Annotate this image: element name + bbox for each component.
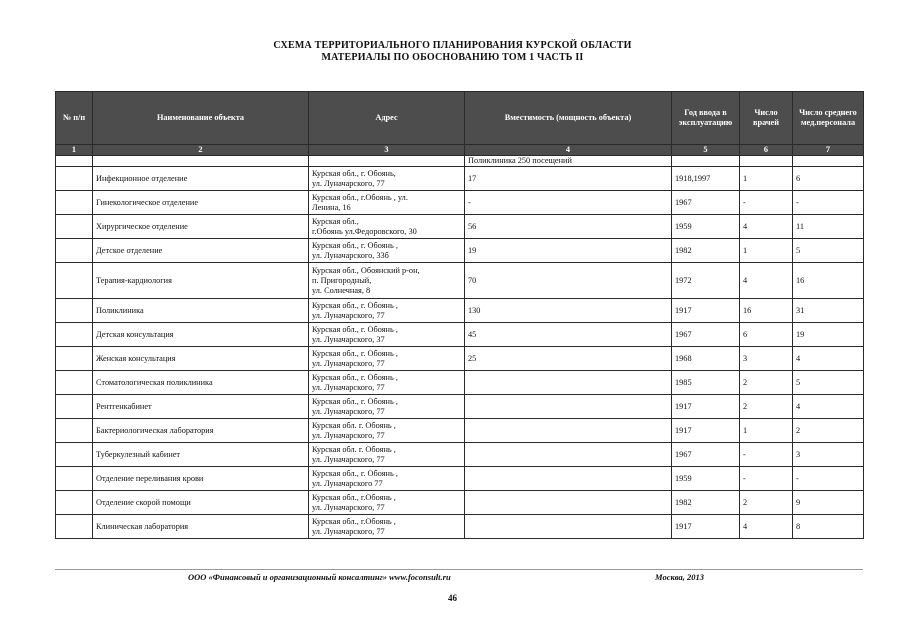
facility-name: Туберкулезный кабинет <box>93 443 309 467</box>
table-row <box>56 239 864 263</box>
facility-name: Женская консультация <box>93 347 309 371</box>
doctors-count: - <box>740 191 793 215</box>
address-line: ул. Луначарского, 77 <box>312 358 385 368</box>
facility-name: Хирургическое отделение <box>93 215 309 239</box>
row-number <box>56 263 93 299</box>
commissioning-year: 1917 <box>672 299 740 323</box>
commissioning-year: 1968 <box>672 347 740 371</box>
facility-capacity: 17 <box>465 167 672 191</box>
doctors-count: 1 <box>740 239 793 263</box>
doctors-count: 2 <box>740 371 793 395</box>
facility-capacity <box>465 467 672 491</box>
facility-capacity <box>465 515 672 539</box>
table-row <box>56 443 864 467</box>
address-line: Курская обл., г. Обоянь , <box>312 348 398 358</box>
facility-capacity <box>465 491 672 515</box>
empty-cell <box>93 156 309 167</box>
facility-capacity: 19 <box>465 239 672 263</box>
row-number <box>56 371 93 395</box>
facility-address <box>309 167 465 191</box>
column-header-address: Адрес <box>309 92 465 145</box>
facility-name: Бактериологическая лаборатория <box>93 419 309 443</box>
facility-name: Гинекологическое отделение <box>93 191 309 215</box>
doctors-count: 1 <box>740 167 793 191</box>
column-number: 6 <box>740 145 793 156</box>
table-row <box>56 191 864 215</box>
facility-address <box>309 491 465 515</box>
table-row <box>56 167 864 191</box>
healthcare-facilities-table <box>55 91 864 539</box>
address-line: Курская обл., г. Обоянь , <box>312 300 398 310</box>
doctors-count: 2 <box>740 491 793 515</box>
commissioning-year: 1985 <box>672 371 740 395</box>
facility-name: Детская консультация <box>93 323 309 347</box>
table-header-row <box>56 92 864 145</box>
staff-count: 31 <box>793 299 864 323</box>
facility-name: Терапия-кардиология <box>93 263 309 299</box>
empty-cell <box>740 156 793 167</box>
staff-count: 3 <box>793 443 864 467</box>
column-header-number: № п/п <box>56 92 93 145</box>
row-number <box>56 419 93 443</box>
address-line: ул. Луначарского, 77 <box>312 178 385 188</box>
address-line: Курская обл., г. Обоянь , <box>312 372 398 382</box>
row-number <box>56 515 93 539</box>
empty-cell <box>793 156 864 167</box>
commissioning-year: 1972 <box>672 263 740 299</box>
address-line: Курская обл., г.Обоянь , ул. <box>312 192 408 202</box>
footer-city-year: Москва, 2013 <box>655 572 705 582</box>
row-number <box>56 395 93 419</box>
commissioning-year: 1967 <box>672 323 740 347</box>
column-number: 5 <box>672 145 740 156</box>
address-line: ул. Луначарского, 37 <box>312 334 385 344</box>
commissioning-year: 1917 <box>672 395 740 419</box>
facility-address <box>309 371 465 395</box>
staff-count: 16 <box>793 263 864 299</box>
facility-address <box>309 443 465 467</box>
address-line: ул. Луначарского, 77 <box>312 406 385 416</box>
staff-count: - <box>793 191 864 215</box>
facility-address <box>309 395 465 419</box>
address-line: Курская обл. г. Обоянь , <box>312 420 396 430</box>
address-line: ул. Луначарского, 77 <box>312 526 385 536</box>
address-line: Курская обл., г. Обоянь , <box>312 240 398 250</box>
facility-name: Поликлиника <box>93 299 309 323</box>
address-line: ул. Луначарского, 33б <box>312 250 389 260</box>
subheader-capacity: Поликлиника 250 посещений <box>465 156 672 167</box>
commissioning-year: 1982 <box>672 491 740 515</box>
table-row <box>56 491 864 515</box>
table-row <box>56 323 864 347</box>
doctors-count: 16 <box>740 299 793 323</box>
doctors-count: 4 <box>740 263 793 299</box>
staff-count: 11 <box>793 215 864 239</box>
empty-cell <box>672 156 740 167</box>
address-line: ул. Луначарского, 77 <box>312 382 385 392</box>
commissioning-year: 1917 <box>672 419 740 443</box>
page-number: 46 <box>448 593 457 603</box>
column-number: 4 <box>465 145 672 156</box>
document-title-line2: МАТЕРИАЛЫ ПО ОБОСНОВАНИЮ ТОМ 1 ЧАСТЬ II <box>321 52 584 63</box>
commissioning-year: 1959 <box>672 215 740 239</box>
facility-name: Отделение переливания крови <box>93 467 309 491</box>
column-header-doctors: Число врачей <box>740 92 793 145</box>
row-number <box>56 167 93 191</box>
doctors-count: 6 <box>740 323 793 347</box>
row-number <box>56 191 93 215</box>
row-number <box>56 491 93 515</box>
staff-count: - <box>793 467 864 491</box>
staff-count: 5 <box>793 371 864 395</box>
facility-address <box>309 215 465 239</box>
staff-count: 5 <box>793 239 864 263</box>
facility-name: Стоматологическая поликлиника <box>93 371 309 395</box>
facility-address <box>309 347 465 371</box>
staff-count: 2 <box>793 419 864 443</box>
column-header-capacity: Вместимость (мощность объекта) <box>465 92 672 145</box>
address-line: Курская обл., г. Обоянь , <box>312 396 398 406</box>
address-line: г.Обоянь ул.Федоровского, 30 <box>312 226 417 236</box>
table-row <box>56 467 864 491</box>
table-row <box>56 263 864 299</box>
facility-name: Клиническая лаборатория <box>93 515 309 539</box>
facility-address <box>309 323 465 347</box>
address-line: ул. Луначарского 77 <box>312 478 383 488</box>
commissioning-year: 1967 <box>672 191 740 215</box>
row-number <box>56 443 93 467</box>
address-line: ул. Луначарского, 77 <box>312 310 385 320</box>
facility-address <box>309 467 465 491</box>
address-line: Курская обл., г. Обоянь, <box>312 168 396 178</box>
facility-capacity: - <box>465 191 672 215</box>
document-title-line1: СХЕМА ТЕРРИТОРИАЛЬНОГО ПЛАНИРОВАНИЯ КУРСКОЙ ОБЛАСТИ <box>273 40 632 51</box>
row-number <box>56 239 93 263</box>
table-row <box>56 371 864 395</box>
facility-capacity: 130 <box>465 299 672 323</box>
facility-capacity: 56 <box>465 215 672 239</box>
subheader-row <box>56 156 864 167</box>
row-number <box>56 323 93 347</box>
empty-cell <box>56 156 93 167</box>
address-line: Курская обл. г. Обоянь , <box>312 444 396 454</box>
doctors-count: 1 <box>740 419 793 443</box>
address-line: Курская обл., г.Обоянь , <box>312 492 396 502</box>
address-line: ул. Луначарского, 77 <box>312 502 385 512</box>
doctors-count: 3 <box>740 347 793 371</box>
table-row <box>56 299 864 323</box>
address-line: п. Пригородный, <box>312 275 372 285</box>
commissioning-year: 1967 <box>672 443 740 467</box>
facility-name: Отделение скорой помощи <box>93 491 309 515</box>
staff-count: 6 <box>793 167 864 191</box>
facility-capacity <box>465 395 672 419</box>
facility-address <box>309 419 465 443</box>
facility-address <box>309 239 465 263</box>
staff-count: 4 <box>793 395 864 419</box>
facility-name: Инфекционное отделение <box>93 167 309 191</box>
doctors-count: 4 <box>740 515 793 539</box>
doctors-count: - <box>740 443 793 467</box>
row-number <box>56 467 93 491</box>
address-line: Курская обл., <box>312 216 359 226</box>
commissioning-year: 1959 <box>672 467 740 491</box>
commissioning-year: 1918,1997 <box>672 167 740 191</box>
table-row <box>56 215 864 239</box>
commissioning-year: 1982 <box>672 239 740 263</box>
footer-divider <box>55 569 863 570</box>
address-line: Ленина, 16 <box>312 202 351 212</box>
facility-address <box>309 191 465 215</box>
facility-name: Рентгенкабинет <box>93 395 309 419</box>
staff-count: 8 <box>793 515 864 539</box>
facility-name: Детское отделение <box>93 239 309 263</box>
address-line: ул. Солнечная, 8 <box>312 285 371 295</box>
table-row <box>56 515 864 539</box>
facility-address <box>309 515 465 539</box>
doctors-count: - <box>740 467 793 491</box>
address-line: Курская обл., г. Обоянь , <box>312 468 398 478</box>
column-number: 2 <box>93 145 309 156</box>
staff-count: 9 <box>793 491 864 515</box>
column-number: 1 <box>56 145 93 156</box>
doctors-count: 2 <box>740 395 793 419</box>
empty-cell <box>309 156 465 167</box>
address-line: ул. Луначарского, 77 <box>312 454 385 464</box>
address-line: ул. Луначарского, 77 <box>312 430 385 440</box>
staff-count: 4 <box>793 347 864 371</box>
commissioning-year: 1917 <box>672 515 740 539</box>
column-number: 7 <box>793 145 864 156</box>
facility-capacity: 25 <box>465 347 672 371</box>
column-header-name: Наименование объекта <box>93 92 309 145</box>
column-number: 3 <box>309 145 465 156</box>
facility-capacity <box>465 443 672 467</box>
facility-address <box>309 299 465 323</box>
row-number <box>56 215 93 239</box>
column-header-year: Год ввода в эксплуатацию <box>672 92 740 145</box>
table-row <box>56 395 864 419</box>
table-row <box>56 347 864 371</box>
facility-capacity: 70 <box>465 263 672 299</box>
facility-capacity: 45 <box>465 323 672 347</box>
footer-company: ООО «Финансовый и организационный консалтинг» www.foconsult.ru <box>188 572 451 582</box>
address-line: Курская обл., г. Обоянь , <box>312 324 398 334</box>
facility-address <box>309 263 465 299</box>
staff-count: 19 <box>793 323 864 347</box>
facility-capacity <box>465 371 672 395</box>
column-header-staff: Число среднего мед.персонала <box>793 92 864 145</box>
column-number-row <box>56 145 864 156</box>
row-number <box>56 299 93 323</box>
doctors-count: 4 <box>740 215 793 239</box>
table-row <box>56 419 864 443</box>
address-line: Курская обл., Обоянский р-он, <box>312 265 420 275</box>
facility-capacity <box>465 419 672 443</box>
address-line: Курская обл., г.Обоянь , <box>312 516 396 526</box>
row-number <box>56 347 93 371</box>
